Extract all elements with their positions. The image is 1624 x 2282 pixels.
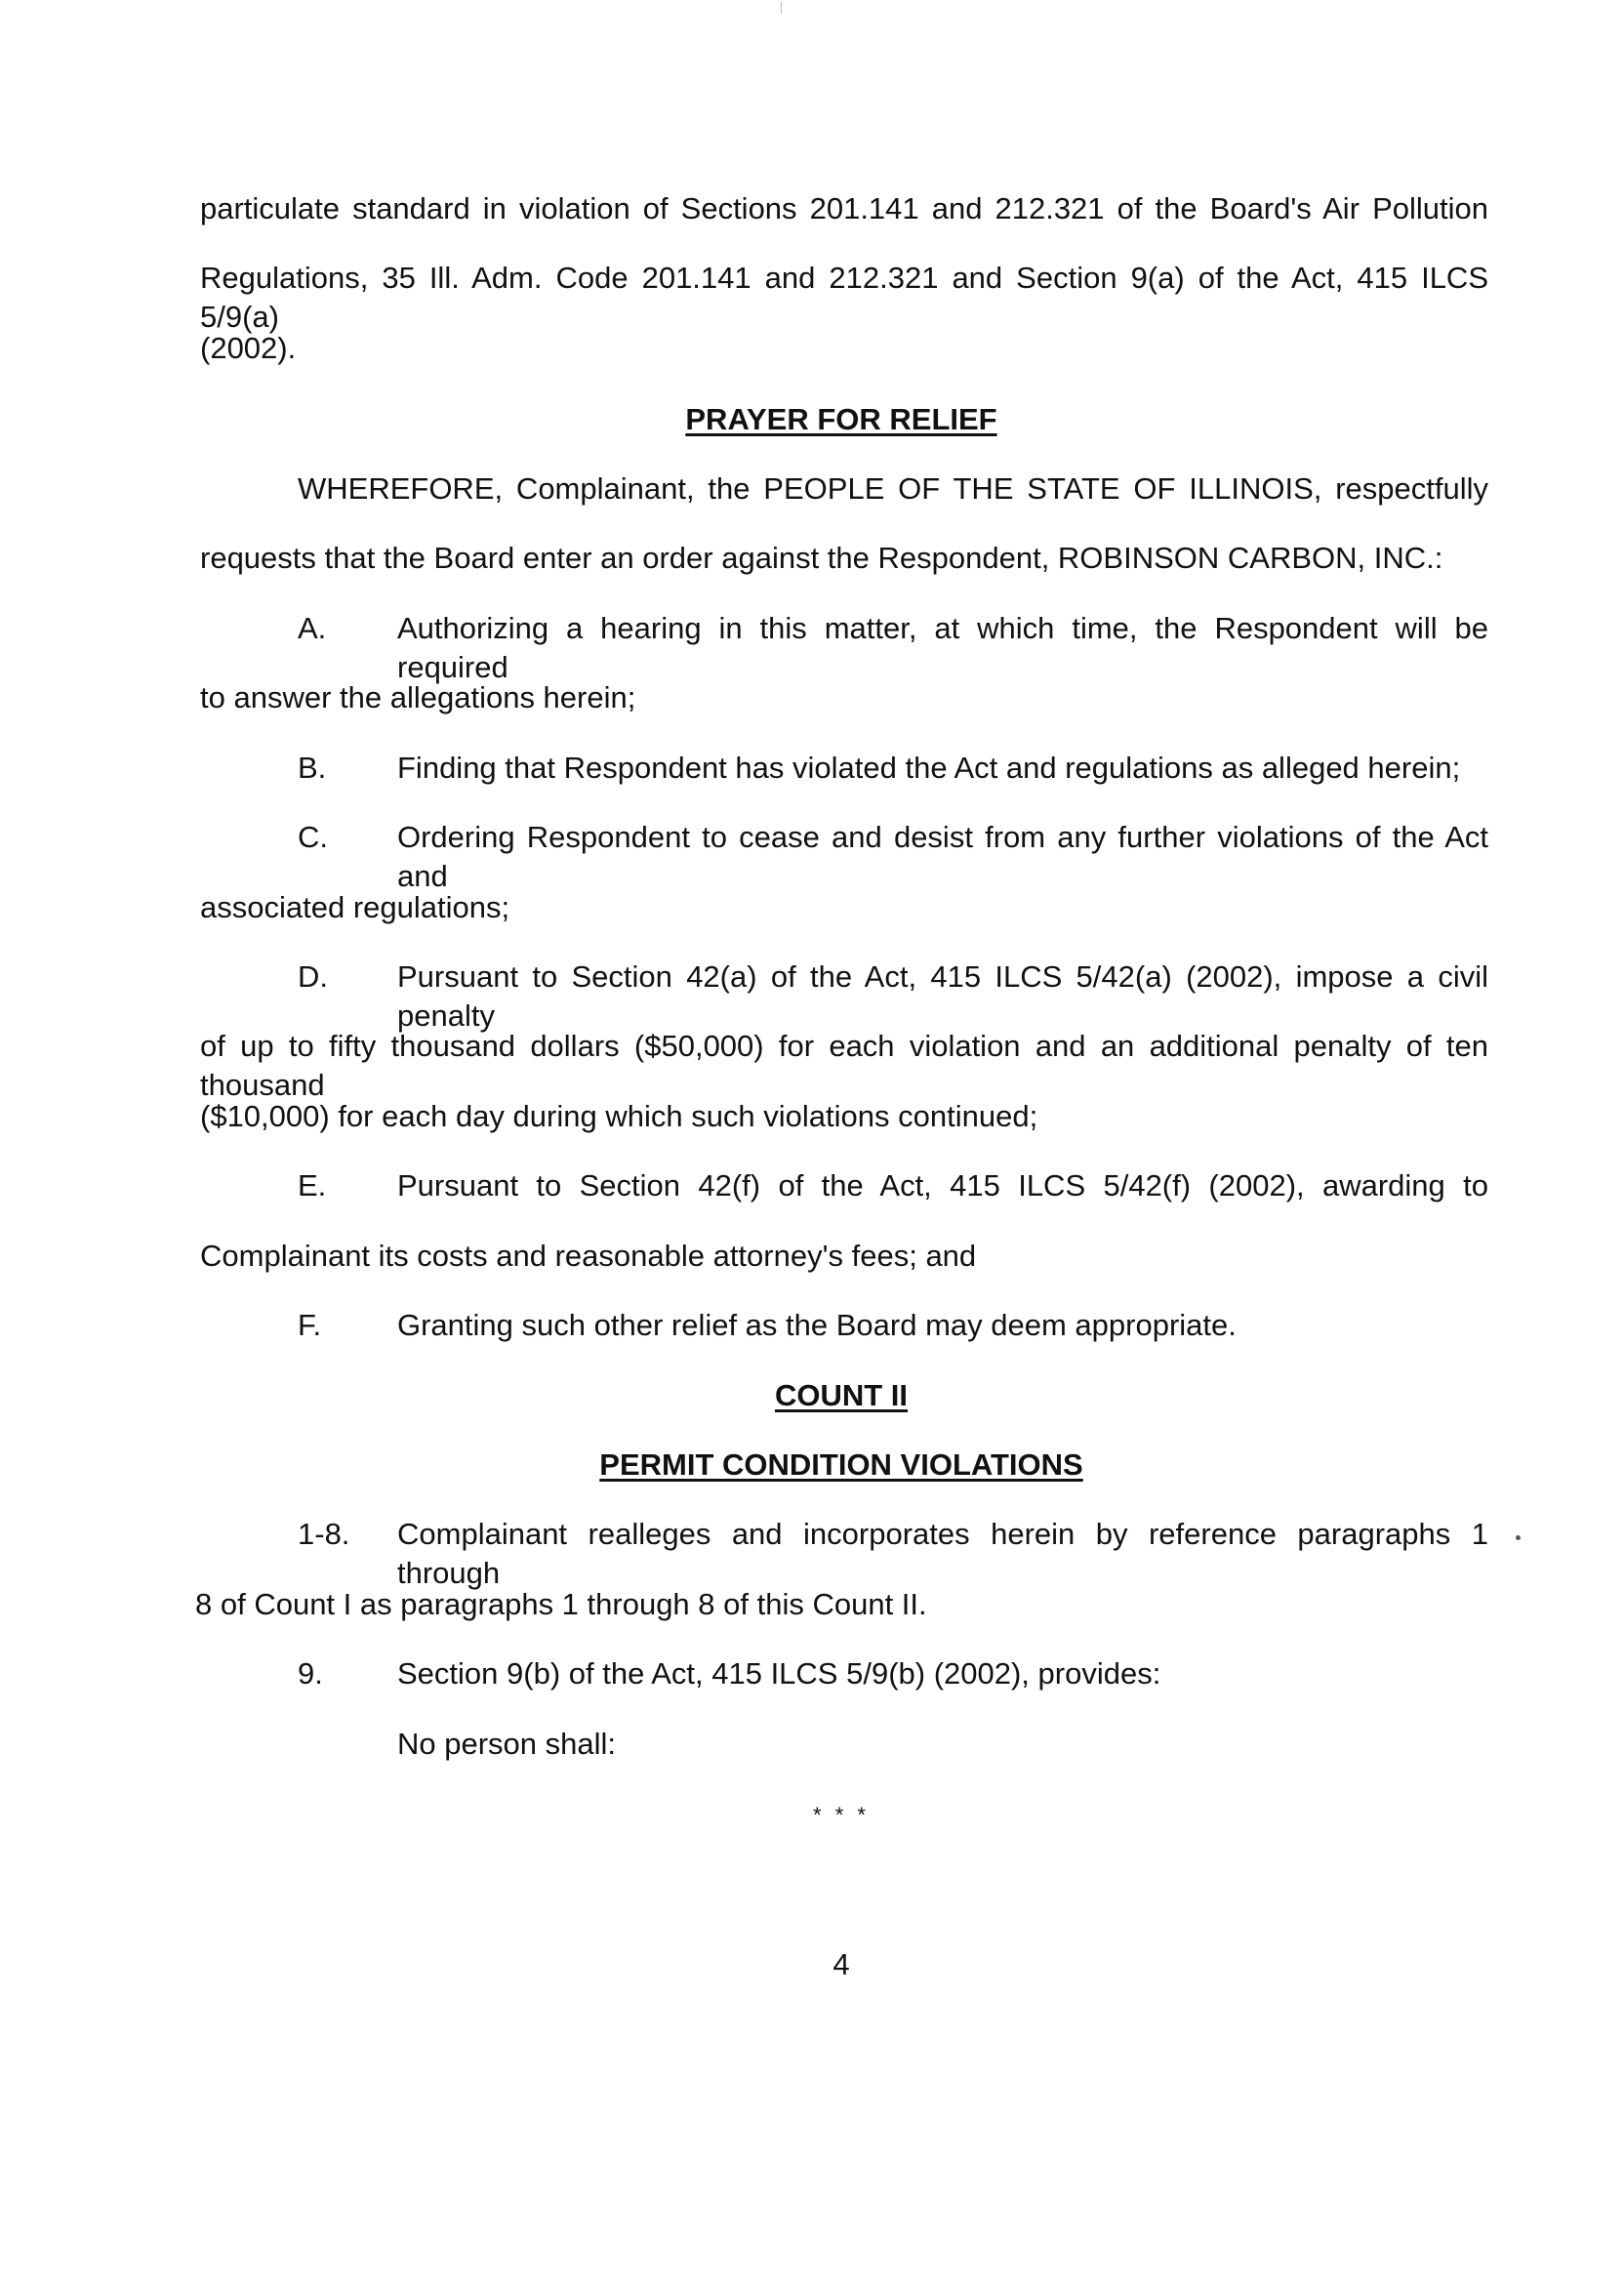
wherefore-line-2: requests that the Board enter an order against the Respondent, ROBINSON CARBON, INC.: [200, 541, 1443, 575]
relief-marker-a: A. [298, 611, 327, 645]
relief-marker-c: C. [298, 820, 328, 854]
relief-item-c-text: Ordering Respondent to cease and desist from any further violations of the Act and [397, 820, 1488, 893]
quote-line: No person shall: [397, 1727, 617, 1761]
wherefore-line-1: WHEREFORE, Complainant, the PEOPLE OF THE STATE OF ILLINOIS, respectfully [298, 471, 1488, 506]
paragraph-1-8-text: Complainant realleges and incorporates herein by reference paragraphs 1 through [397, 1517, 1488, 1590]
relief-item-d-continuation-2: ($10,000) for each day during which such violations continued; [200, 1099, 1038, 1133]
ellipsis-stars: * * * [813, 1803, 870, 1827]
paragraph-marker-1-8: 1-8. [298, 1517, 350, 1551]
intro-line-2: Regulations, 35 Ill. Adm. Code 201.141 and 212.321 and Section 9(a) of the Act, 415 ILCS 5/9(a) [200, 261, 1488, 334]
relief-item-a-text: Authorizing a hearing in this matter, at which time, the Respondent will be required [397, 611, 1488, 684]
page-number: 4 [832, 1947, 850, 1981]
relief-item-e-text: Pursuant to Section 42(f) of the Act, 415 ILCS 5/42(f) (2002), awarding to [397, 1168, 1488, 1202]
paragraph-1-8-continuation: 8 of Count I as paragraphs 1 through 8 of this Count II. [195, 1587, 927, 1621]
paragraph-9-text: Section 9(b) of the Act, 415 ILCS 5/9(b) (2002), provides: [397, 1656, 1161, 1691]
relief-marker-e: E. [298, 1168, 327, 1202]
relief-item-d-text: Pursuant to Section 42(a) of the Act, 415 ILCS 5/42(a) (2002), impose a civil penalty [397, 959, 1488, 1033]
relief-item-b-text: Finding that Respondent has violated the Act and regulations as alleged herein; [397, 751, 1461, 785]
count-heading: COUNT II [774, 1378, 909, 1412]
scan-speck [781, 2, 782, 14]
relief-item-c-continuation: associated regulations; [200, 890, 510, 924]
relief-marker-d: D. [298, 959, 328, 994]
relief-item-f-text: Granting such other relief as the Board may deem appropriate. [397, 1308, 1237, 1342]
scan-speck [1516, 1535, 1521, 1540]
relief-item-d-continuation-1: of up to fifty thousand dollars ($50,000) for each violation and an additional penalty of ten thousand [200, 1029, 1488, 1102]
relief-marker-b: B. [298, 751, 327, 785]
count-subheading: PERMIT CONDITION VIOLATIONS [599, 1447, 1083, 1482]
intro-line-3: (2002). [200, 331, 297, 365]
paragraph-marker-9: 9. [298, 1656, 323, 1691]
relief-marker-f: F. [298, 1308, 322, 1342]
prayer-heading: PRAYER FOR RELIEF [685, 402, 997, 436]
relief-item-e-continuation: Complainant its costs and reasonable attorney's fees; and [200, 1239, 977, 1273]
intro-line-1: particulate standard in violation of Sections 201.141 and 212.321 of the Board's Air Pollution [200, 191, 1488, 225]
relief-item-a-continuation: to answer the allegations herein; [200, 680, 636, 714]
